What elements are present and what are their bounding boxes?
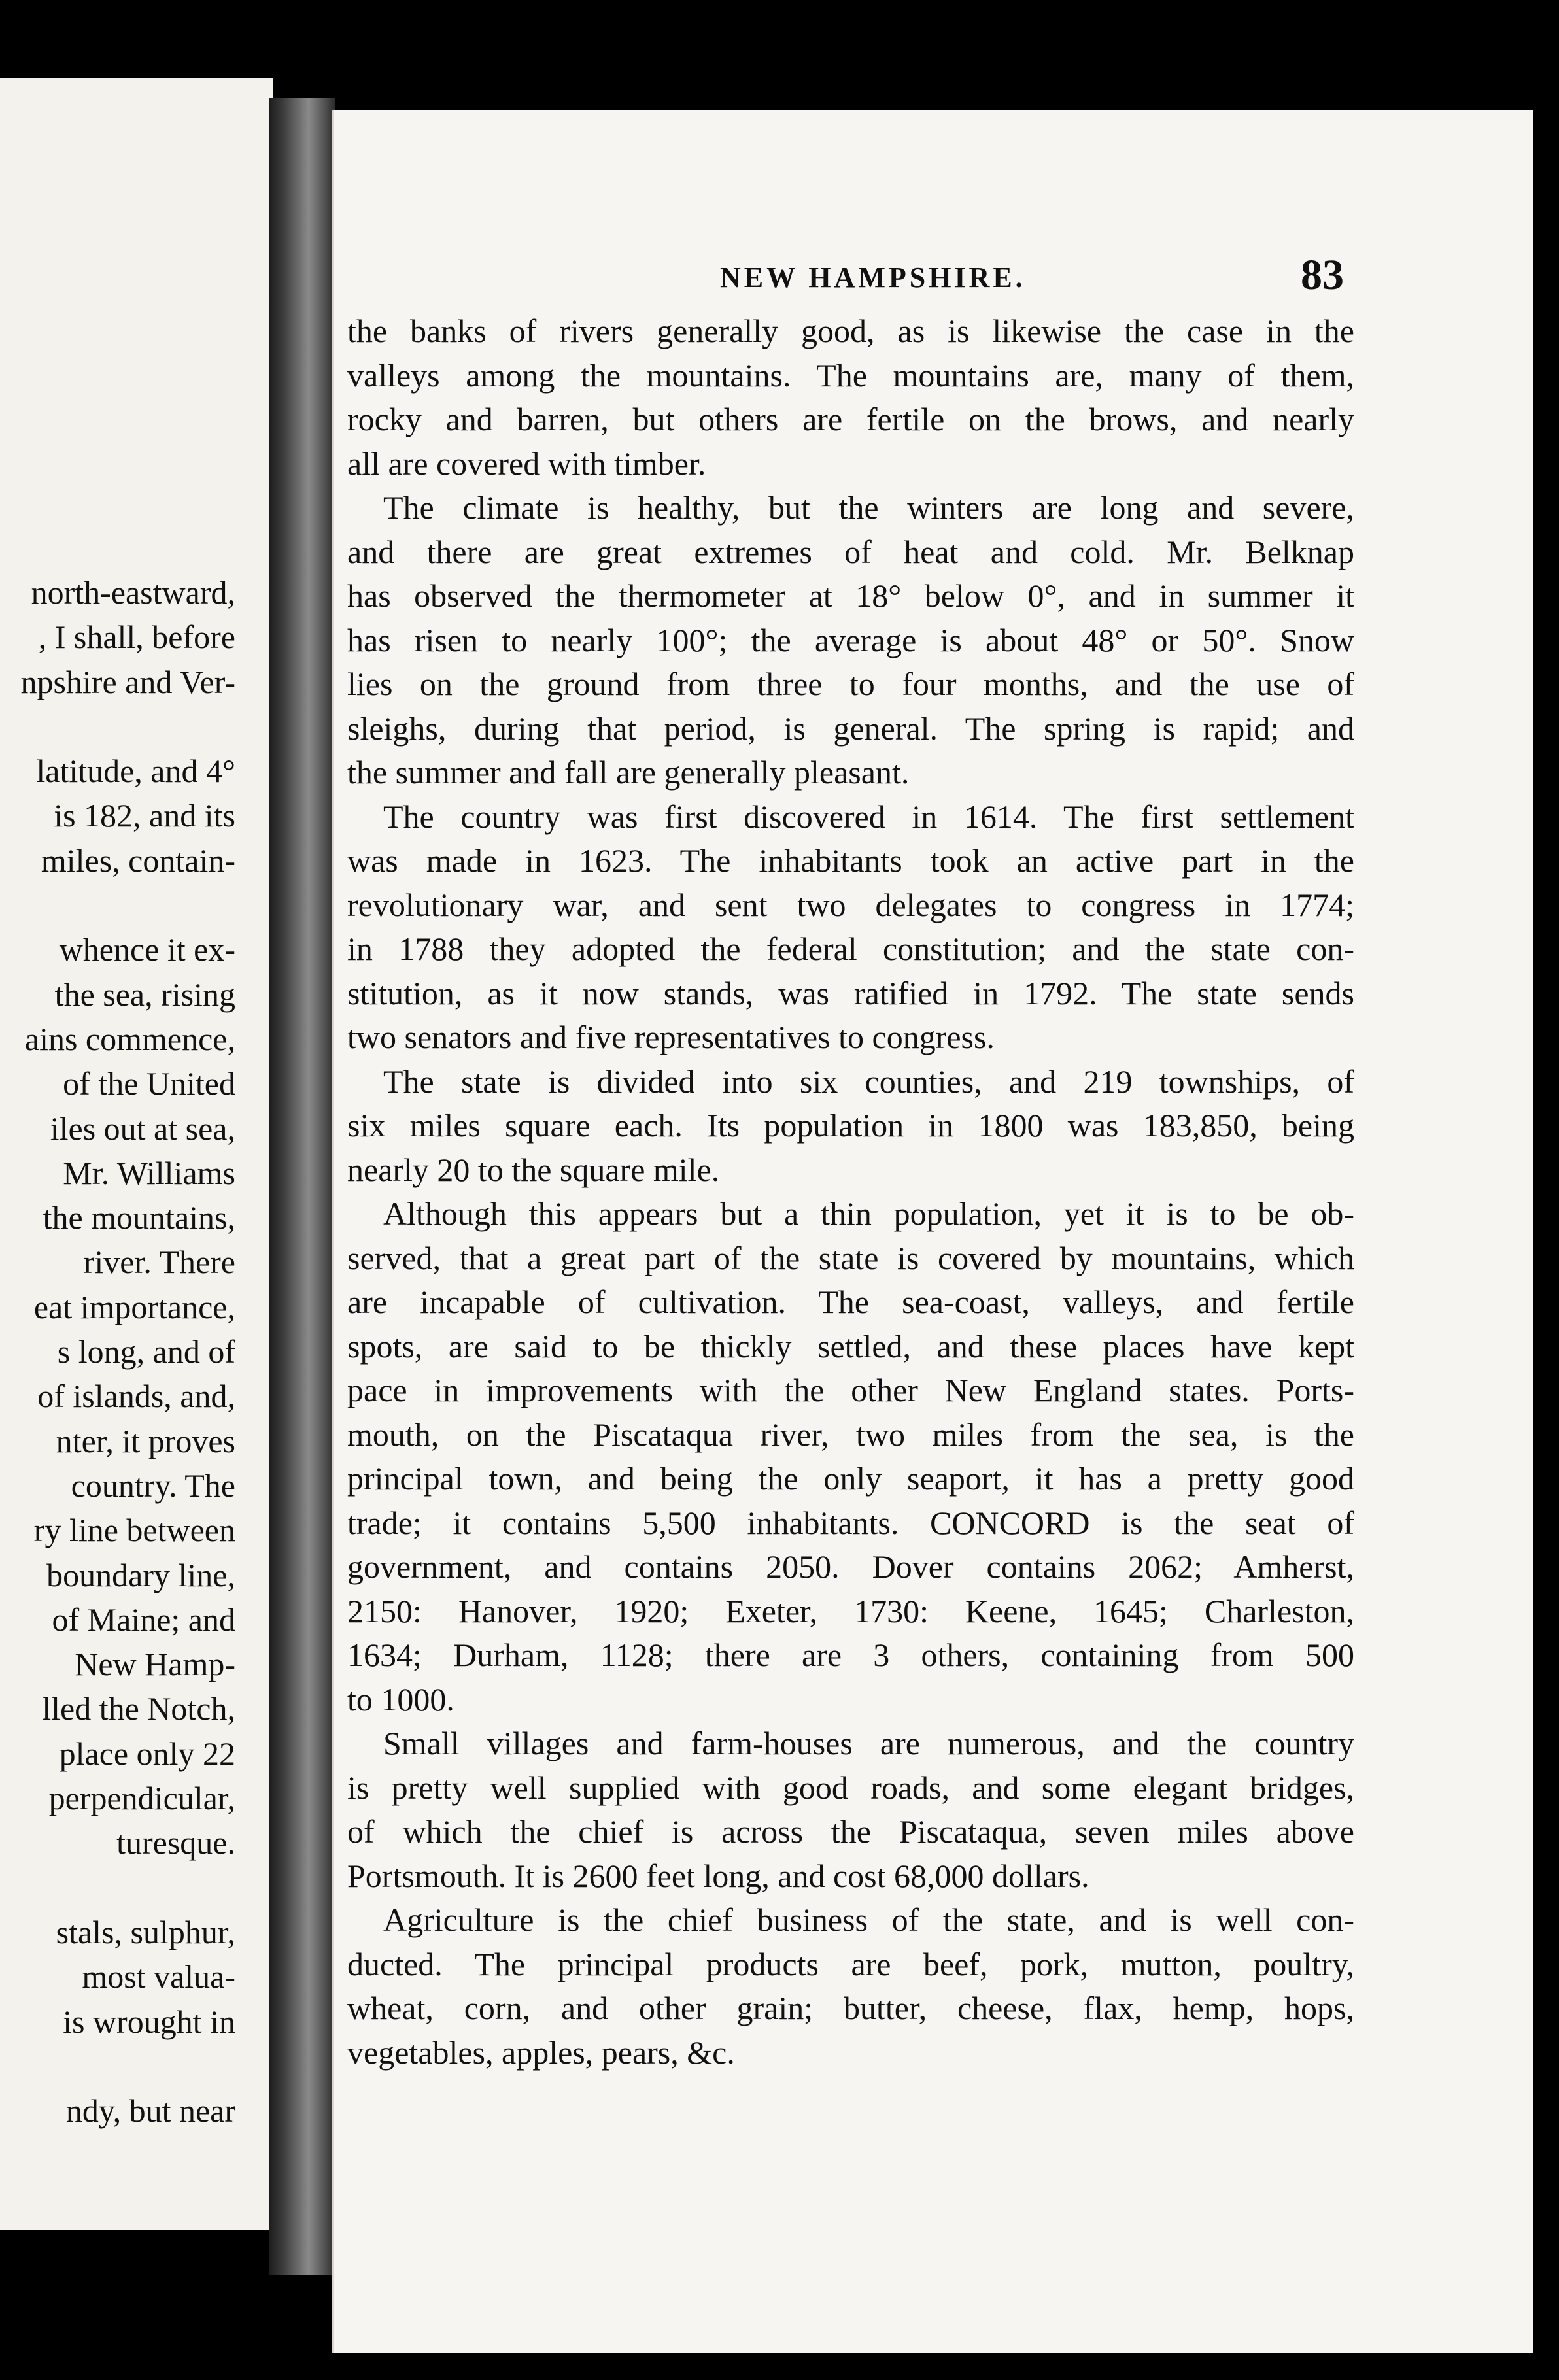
- left-line: [0, 704, 235, 749]
- left-page-text: [0, 570, 235, 2133]
- left-line: country. The: [71, 1467, 235, 1504]
- text-line: six miles square each. Its population in 1800 was 183,850, being: [347, 1107, 1354, 1144]
- left-line: turesque.: [116, 1824, 235, 1862]
- text-line: in 1788 they adopted the federal constitution; and the state con-: [347, 930, 1354, 967]
- left-line: [0, 883, 235, 927]
- text-line: 2150: Hanover, 1920; Exeter, 1730: Keene, 1645; Charleston,: [347, 1592, 1354, 1629]
- left-line: is 182, and its: [54, 797, 235, 834]
- page-header: [334, 250, 1533, 309]
- left-line: iles out at sea,: [50, 1110, 235, 1147]
- text-line: pace in improvements with the other New England states. Ports-: [347, 1372, 1354, 1408]
- left-line: of islands, and,: [37, 1378, 235, 1415]
- left-line: ry line between: [33, 1512, 235, 1549]
- text-line: 1634; Durham, 1128; there are 3 others, containing from 500: [347, 1637, 1354, 1673]
- left-page-fragment: [0, 78, 273, 2230]
- left-line: place only 22: [59, 1735, 235, 1772]
- text-line: sleighs, during that period, is general. The spring is rapid; and: [347, 709, 1354, 747]
- text-line: nearly 20 to the square mile.: [347, 1151, 720, 1188]
- left-line: stals, sulphur,: [56, 1913, 235, 1950]
- left-line: of the United: [63, 1065, 235, 1102]
- left-line: [0, 2044, 235, 2088]
- left-line: most valua-: [82, 1958, 235, 1996]
- text-line: has observed the thermometer at 18° below 0°, and in summer it: [347, 577, 1354, 614]
- text-line: two senators and five representatives to congress.: [347, 1019, 995, 1055]
- text-line: rocky and barren, but others are fertile on the brows, and nearly: [347, 401, 1354, 437]
- left-line: ains commence,: [24, 1020, 235, 1057]
- text-line: of which the chief is across the Piscataqua, seven miles above: [347, 1813, 1354, 1850]
- text-line: The country was first discovered in 1614. The first settlement: [383, 798, 1354, 835]
- text-line: The climate is healthy, but the winters are long and severe,: [383, 489, 1354, 526]
- paragraph: [347, 1898, 1354, 2075]
- text-line: trade; it contains 5,500 inhabitants. CONCORD is the seat of: [347, 1504, 1354, 1541]
- left-line: whence it ex-: [59, 931, 235, 968]
- paragraph: [347, 1192, 1354, 1722]
- left-line: nter, it proves: [56, 1422, 235, 1459]
- left-line: boundary line,: [46, 1556, 235, 1593]
- text-line: are incapable of cultivation. The sea-coast, valleys, and fertile: [347, 1284, 1354, 1320]
- paragraph: [347, 1722, 1354, 1898]
- page-body: [347, 309, 1354, 2075]
- text-line: all are covered with timber.: [347, 445, 706, 482]
- left-line: is wrought in: [63, 2003, 235, 2040]
- text-line: valleys among the mountains. The mountains are, many of them,: [347, 356, 1354, 394]
- left-line: perpendicular,: [48, 1780, 235, 1817]
- text-line: government, and contains 2050. Dover contains 2062; Amherst,: [347, 1548, 1354, 1585]
- left-line: lled the Notch,: [42, 1690, 235, 1727]
- text-line: Small villages and farm-houses are numerous, and the country: [383, 1725, 1354, 1761]
- text-line: spots, are said to be thickly settled, and these places have kept: [347, 1327, 1354, 1365]
- text-line: has risen to nearly 100°; the average is about 48° or 50°. Snow: [347, 621, 1354, 658]
- paragraph: [347, 795, 1354, 1060]
- paragraph: [347, 309, 1354, 486]
- left-line: npshire and Ver-: [20, 663, 235, 700]
- text-line: Agriculture is the chief business of the state, and is well con-: [383, 1901, 1354, 1938]
- page-number: 83: [1301, 251, 1344, 299]
- text-line: Portsmouth. It is 2600 feet long, and cost 68,000 dollars.: [347, 1857, 1089, 1894]
- text-line: the summer and fall are generally pleasant.: [347, 754, 910, 790]
- left-line: miles, contain-: [41, 842, 235, 879]
- left-line: river. There: [83, 1244, 235, 1281]
- text-line: and there are great extremes of heat and cold. Mr. Belknap: [347, 533, 1354, 570]
- text-line: wheat, corn, and other grain; butter, cheese, flax, hemp, hops,: [347, 1990, 1354, 2026]
- left-line: of Maine; and: [52, 1601, 235, 1638]
- left-line: ndy, but near: [65, 2092, 235, 2130]
- text-line: lies on the ground from three to four months, and the use of: [347, 666, 1354, 702]
- right-page: [332, 110, 1533, 2353]
- text-line: is pretty well supplied with good roads, and some elegant bridges,: [347, 1769, 1354, 1806]
- text-line: The state is divided into six counties, and 219 townships, of: [383, 1062, 1354, 1100]
- text-line: ducted. The principal products are beef, pork, mutton, poultry,: [347, 1945, 1354, 1982]
- text-line: vegetables, apples, pears, &c.: [347, 2033, 735, 2071]
- text-line: served, that a great part of the state is covered by mountains, which: [347, 1239, 1354, 1276]
- text-line: the banks of rivers generally good, as is likewise the case in the: [347, 313, 1354, 349]
- text-line: mouth, on the Piscataqua river, two miles from the sea, is the: [347, 1416, 1354, 1453]
- text-line: revolutionary war, and sent two delegates to congress in 1774;: [347, 886, 1354, 923]
- left-line: the mountains,: [43, 1199, 235, 1236]
- left-line: latitude, and 4°: [36, 753, 235, 790]
- paragraph: [347, 1060, 1354, 1193]
- paragraph: [347, 486, 1354, 795]
- left-line: the sea, rising: [54, 976, 235, 1013]
- text-line: principal town, and being the only seaport, it has a pretty good: [347, 1460, 1354, 1497]
- book-gutter-shadow: [269, 98, 335, 2275]
- left-line: [0, 1865, 235, 1910]
- text-line: was made in 1623. The inhabitants took an active part in the: [347, 842, 1354, 879]
- left-line: Mr. Williams: [63, 1154, 235, 1191]
- left-line: New Hamp-: [75, 1646, 235, 1683]
- text-line: to 1000.: [347, 1680, 454, 1718]
- left-line: eat importance,: [33, 1288, 235, 1325]
- left-line: s long, and of: [57, 1333, 235, 1370]
- left-line: north-eastward,: [31, 574, 235, 611]
- text-line: Although this appears but a thin population, yet it is to be ob-: [383, 1195, 1354, 1232]
- left-line: , I shall, before: [38, 619, 235, 656]
- text-line: stitution, as it now stands, was ratified in 1792. The state sends: [347, 974, 1354, 1012]
- running-head: NEW HAMPSHIRE.: [720, 262, 1026, 294]
